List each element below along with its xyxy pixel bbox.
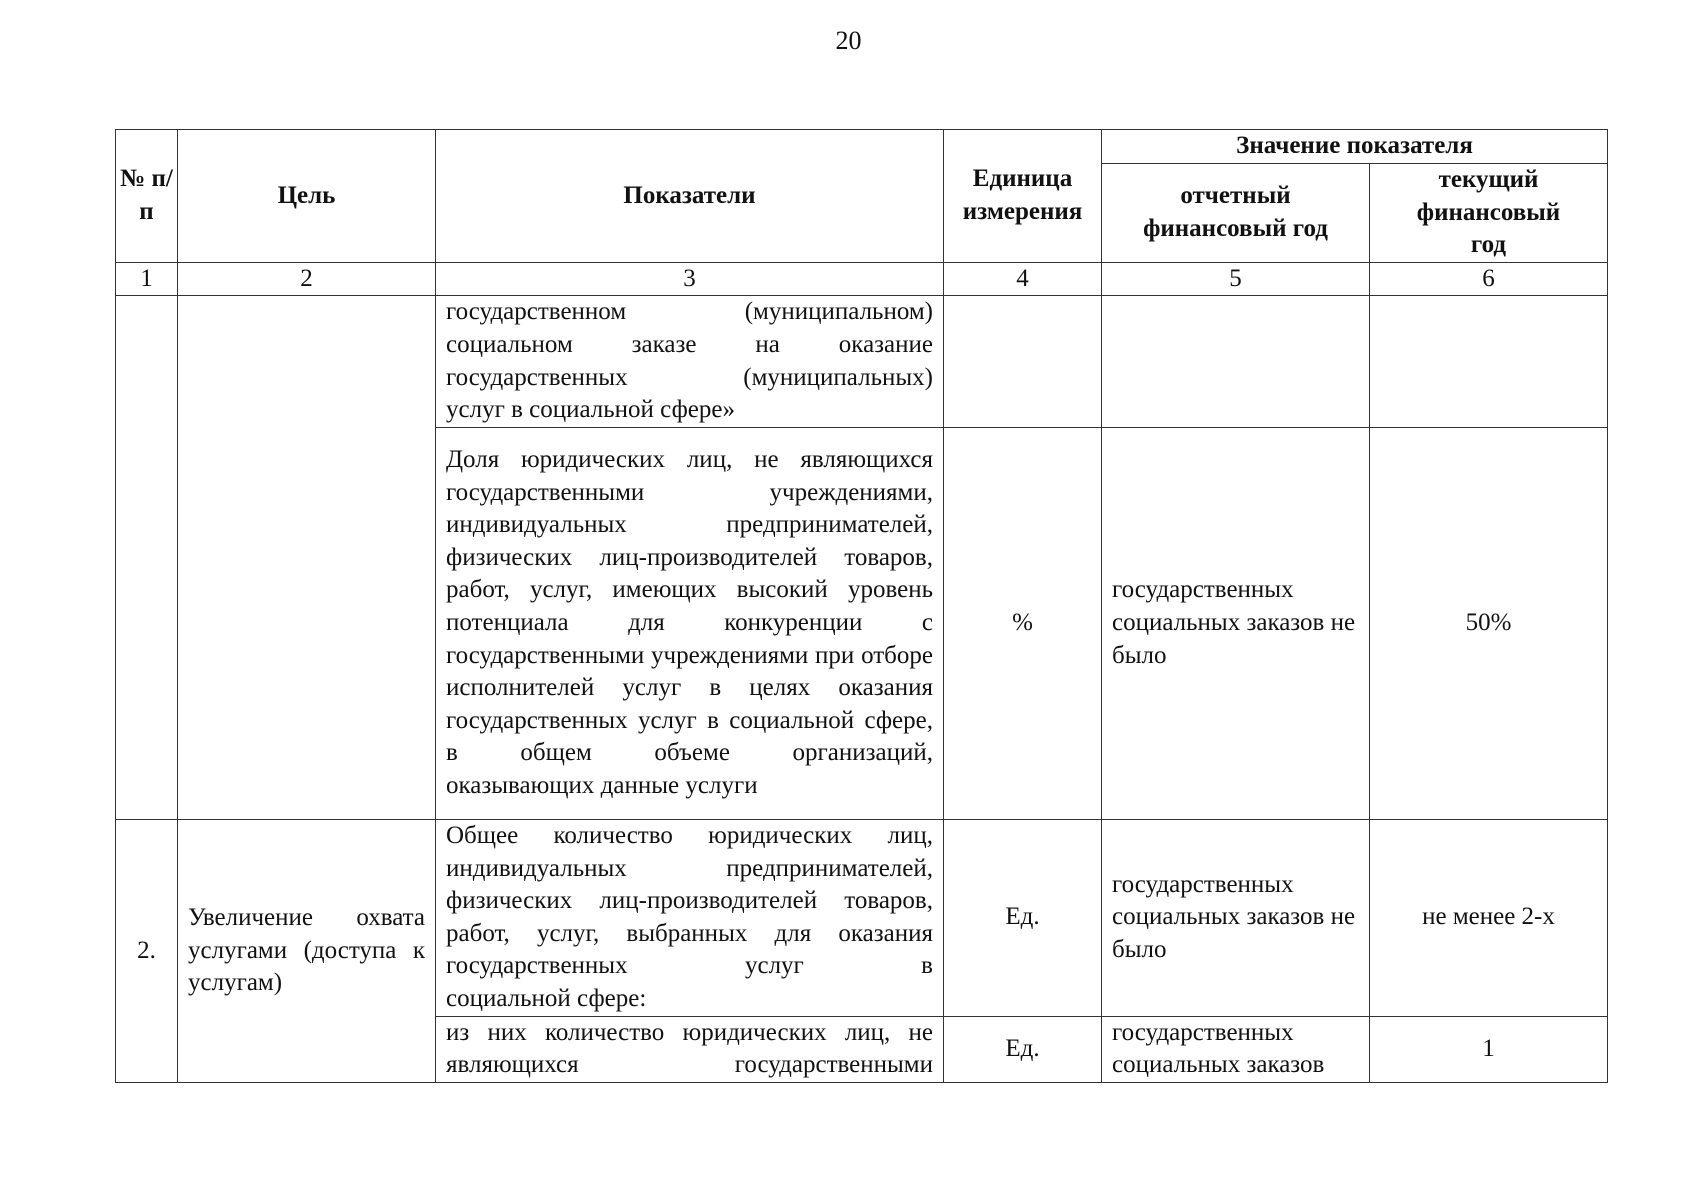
table-row <box>116 819 1608 1016</box>
indicator-text-last-line: оказывающих данные услуги <box>446 771 758 799</box>
table-row <box>116 296 1608 427</box>
column-number: 3 <box>436 262 944 296</box>
current-year-cell <box>1370 296 1608 427</box>
row-goal-cell <box>178 296 436 819</box>
header-indicators: Показатели <box>436 130 944 263</box>
indicator-cell <box>436 427 944 819</box>
row-num-cell <box>116 296 178 819</box>
column-number: 2 <box>178 262 436 296</box>
header-current-year: текущий финансовый год <box>1370 164 1608 263</box>
indicator-cell <box>436 296 944 427</box>
header-num: № п/п <box>116 130 178 263</box>
indicator-cell <box>436 1016 944 1082</box>
indicator-cell <box>436 819 944 1016</box>
page-number: 20 <box>835 26 862 55</box>
indicator-text: из них количество юридических лиц, не являющихся государственными <box>446 1018 933 1079</box>
current-year-cell: 1 <box>1370 1016 1608 1082</box>
unit-cell: Ед. <box>944 1016 1102 1082</box>
unit-cell <box>944 296 1102 427</box>
column-number: 6 <box>1370 262 1608 296</box>
reporting-year-cell: государственных социальных заказов не было <box>1102 427 1370 819</box>
indicator-text-last-line: услуг в социальной сфере» <box>446 396 735 424</box>
column-number: 5 <box>1102 262 1370 296</box>
header-unit: Единица измерения <box>944 130 1102 263</box>
header-reporting-year: отчетный финансовый год <box>1102 164 1370 263</box>
reporting-year-cell: государственных социальных заказов не было <box>1102 819 1370 1016</box>
row-goal-cell: Увеличение охвата услугами (доступа к услугам) <box>178 819 436 1082</box>
indicator-text: Доля юридических лиц, не являющихся государственными учреждениями, индивидуальных предпринимателей, физических лиц-производителей товаров, работ, услуг, имеющих высокий уровень потенциала для конкуренции с государственными учреждениями при отборе исполнителей услуг в целях оказания государственных услуг в социальной сфере, в общем объеме организаций, <box>446 445 933 767</box>
reporting-year-cell <box>1102 296 1370 427</box>
column-number: 4 <box>944 262 1102 296</box>
unit-cell: % <box>944 427 1102 819</box>
current-year-cell: 50% <box>1370 427 1608 819</box>
unit-cell: Ед. <box>944 819 1102 1016</box>
column-number: 1 <box>116 262 178 296</box>
current-year-cell: не менее 2-х <box>1370 819 1608 1016</box>
header-value-group: Значение показателя <box>1102 130 1608 164</box>
indicator-text: государственном (муниципальном) социальном заказе на оказание государственных (муниципальных) <box>446 298 933 391</box>
indicators-table <box>115 129 1608 1083</box>
header-goal: Цель <box>178 130 436 263</box>
indicator-text: Общее количество юридических лиц, индивидуальных предпринимателей, физических лиц-производителей товаров, работ, услуг, выбранных для оказания государственных услуг в <box>446 821 933 980</box>
indicator-text-last-line: социальной сфере: <box>446 984 647 1012</box>
reporting-year-cell: государственных социальных заказов <box>1102 1016 1370 1082</box>
row-num-cell: 2. <box>116 819 178 1082</box>
